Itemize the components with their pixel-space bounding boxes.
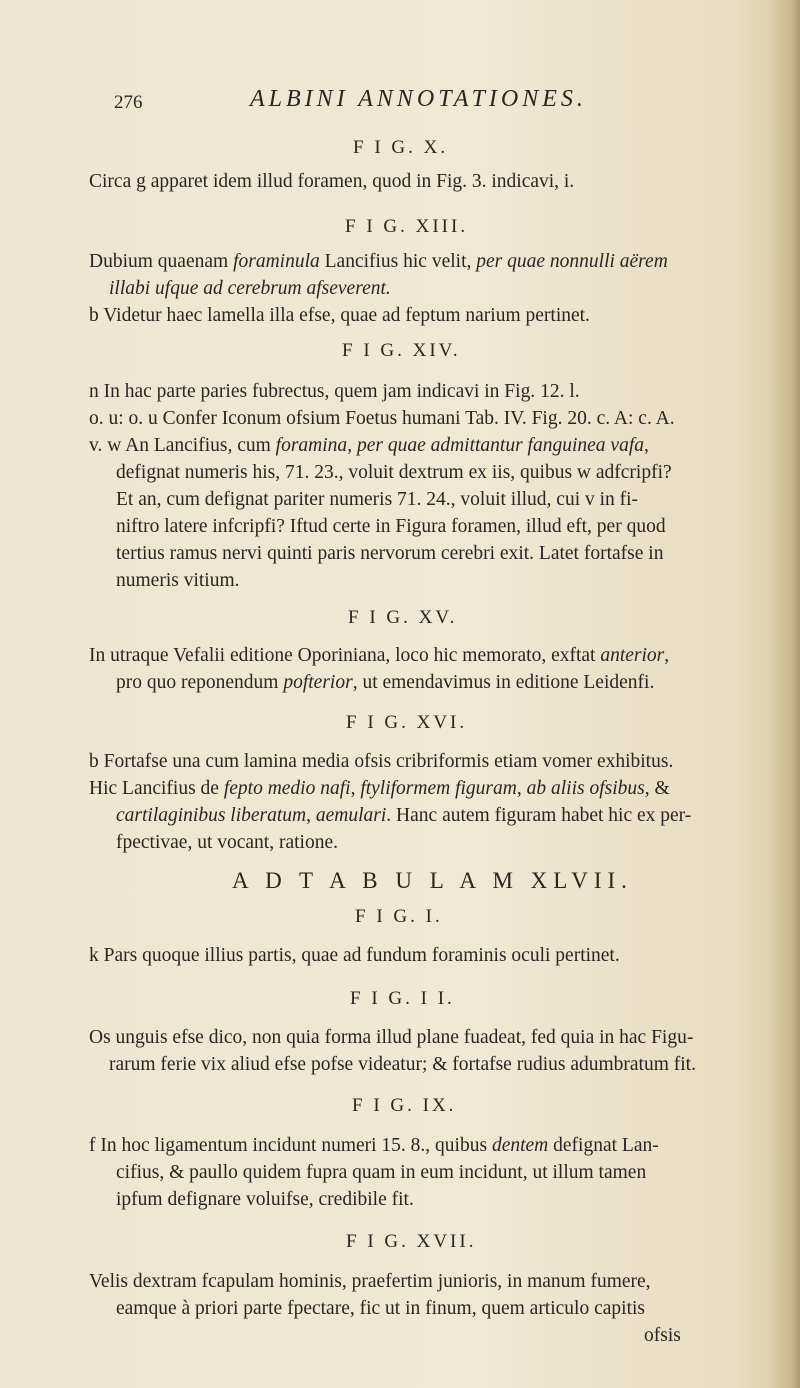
fig-xvi-line-3: cartilaginibus liberatum, aemulari. Hanc autem figuram habet hic ex per- bbox=[116, 805, 692, 826]
fig-xvi-line-1: b Fortafse una cum lamina media ofsis cribriformis etiam vomer exhibitus. bbox=[89, 751, 674, 772]
fig-xiii-line-3: b Videtur haec lamella illa efse, quae ad feptum narium pertinet. bbox=[89, 305, 590, 326]
fig-xvi-line-2: Hic Lancifius de fepto medio nafi, ftyliformem figuram, ab aliis ofsibus, & bbox=[89, 778, 670, 799]
fig-xiii-line-2: illabi ufque ad cerebrum afseverent. bbox=[109, 278, 391, 299]
fig-xiv-line-2: o. u: o. u Confer Iconum ofsium Foetus humani Tab. IV. Fig. 20. c. A: c. A. bbox=[89, 408, 675, 429]
fig-x-text: Circa g apparet idem illud foramen, quod in Fig. 3. indicavi, i. bbox=[89, 171, 575, 192]
fig-xvi-heading: F I G. XVI. bbox=[346, 712, 468, 733]
fig-xiv-heading: F I G. XIV. bbox=[342, 340, 461, 361]
tab47-fig-ii-line-2: rarum ferie vix aliud efse pofse videatur; & fortafse rudius adumbratum fit. bbox=[109, 1054, 696, 1075]
fig-xv-line-1: In utraque Vefalii editione Oporiniana, loco hic memorato, exftat anterior, bbox=[89, 645, 670, 666]
running-title: ALBINI ANNOTATIONES. bbox=[250, 86, 587, 112]
tabula-xlvii-title: A D T A B U L A M XLVII. bbox=[232, 868, 633, 893]
fig-x-heading: F I G. X. bbox=[353, 137, 449, 158]
tab47-fig-ix-line-3: ipfum defignare voluifse, credibile fit. bbox=[116, 1189, 414, 1210]
fig-xv-line-2: pro quo reponendum pofterior, ut emendavimus in editione Leidenfi. bbox=[116, 672, 655, 693]
tab47-fig-xvii-line-2: eamque à priori parte fpectare, fic ut in finum, quem articulo capitis bbox=[116, 1298, 645, 1319]
tab47-fig-ix-line-2: cifius, & paullo quidem fupra quam in eum incidunt, ut illum tamen bbox=[116, 1162, 647, 1183]
page-number: 276 bbox=[114, 92, 143, 113]
fig-xiii-line-1: Dubium quaenam foraminula Lancifius hic velit, per quae nonnulli aërem bbox=[89, 251, 668, 272]
fig-xiv-line-4: defignat numeris his, 71. 23., voluit dextrum ex iis, quibus w adfcripfi? bbox=[116, 462, 672, 483]
fig-xiii-heading: F I G. XIII. bbox=[345, 216, 469, 237]
fig-xiv-line-5: Et an, cum defignat pariter numeris 71. 24., voluit illud, cui v in fi- bbox=[116, 489, 639, 510]
page-edge-shading bbox=[770, 0, 800, 1388]
fig-xv-heading: F I G. XV. bbox=[348, 607, 458, 628]
tab47-fig-ii-heading: F I G. I I. bbox=[350, 988, 455, 1009]
tab47-fig-xvii-catchword: ofsis bbox=[644, 1325, 681, 1346]
tab47-fig-i-line-1: k Pars quoque illius partis, quae ad fundum foraminis oculi pertinet. bbox=[89, 945, 620, 966]
tab47-fig-ix-heading: F I G. IX. bbox=[352, 1095, 457, 1116]
tab47-fig-ii-line-1: Os unguis efse dico, non quia forma illud plane fuadeat, fed quia in hac Figu- bbox=[89, 1027, 694, 1048]
tab47-fig-i-heading: F I G. I. bbox=[355, 906, 443, 927]
fig-xiv-line-3: v. w An Lancifius, cum foramina, per quae admittantur fanguinea vafa, bbox=[89, 435, 649, 456]
fig-xiv-line-7: tertius ramus nervi quinti paris nervorum cerebri exit. Latet fortafse in bbox=[116, 543, 664, 564]
fig-xiv-line-6: niftro latere infcripfi? Iftud certe in Figura foramen, illud eft, per quod bbox=[116, 516, 666, 537]
fig-xiv-line-8: numeris vitium. bbox=[116, 570, 240, 591]
fig-xvi-line-4: fpectivae, ut vocant, ratione. bbox=[116, 832, 338, 853]
tab47-fig-xvii-line-1: Velis dextram fcapulam hominis, praefertim junioris, in manum fumere, bbox=[89, 1271, 651, 1292]
tab47-fig-ix-line-1: f In hoc ligamentum incidunt numeri 15. 8., quibus dentem defignat Lan- bbox=[89, 1135, 659, 1156]
fig-xiv-line-1: n In hac parte paries fubrectus, quem jam indicavi in Fig. 12. l. bbox=[89, 381, 580, 402]
tab47-fig-xvii-heading: F I G. XVII. bbox=[346, 1231, 477, 1252]
